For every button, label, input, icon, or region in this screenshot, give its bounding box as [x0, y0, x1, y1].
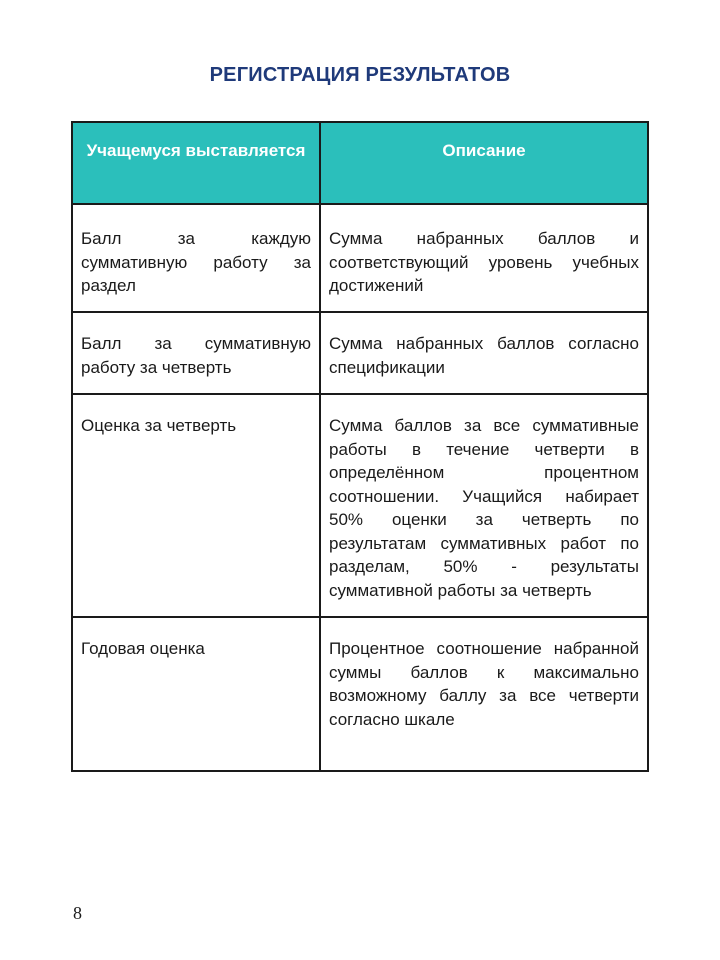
table-cell-description: Сумма набранных баллов и соответствующий уровень учебных достижений — [320, 204, 648, 312]
table-cell-item: Балл за суммативную работу за четверть — [72, 312, 320, 394]
table-row — [72, 394, 648, 617]
table-cell-item: Балл за каждую суммативную работу за раздел — [72, 204, 320, 312]
page-title: РЕГИСТРАЦИЯ РЕЗУЛЬТАТОВ — [209, 64, 511, 86]
table-row — [72, 204, 648, 312]
table-row — [72, 617, 648, 771]
table-cell-description: Процентное соотношение набранной суммы баллов к максимально возможному баллу за все четверти согласно шкале — [320, 617, 648, 771]
header-cell-description: Описание — [320, 122, 648, 204]
table-cell-description: Сумма баллов за все суммативные работы в течение четверти в определённом процентном соотношении. Учащийся набирает 50% оценки за четверть по результатам суммативных работ по разделам, 50% - результаты суммативной работы за четверть — [320, 394, 648, 617]
page-number: 8 — [73, 903, 82, 923]
table-cell-item: Оценка за четверть — [72, 394, 320, 617]
header-cell-assigned: Учащемуся выставляется — [72, 122, 320, 204]
table-cell-item: Годовая оценка — [72, 617, 320, 771]
table-cell-description: Сумма набранных баллов согласно спецификации — [320, 312, 648, 394]
table-header-row — [72, 122, 648, 204]
table-row — [72, 312, 648, 394]
results-table — [71, 121, 649, 772]
